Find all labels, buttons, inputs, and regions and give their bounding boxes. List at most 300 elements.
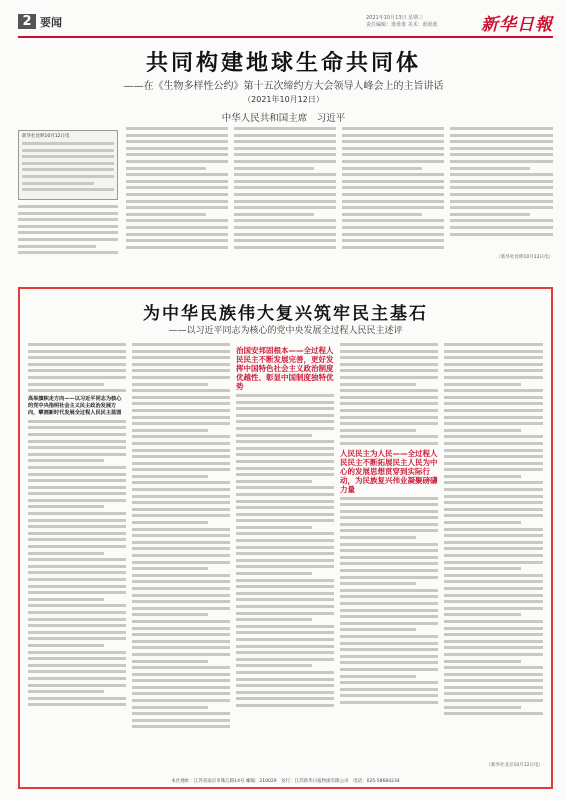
text-line: [340, 389, 438, 392]
text-line: [342, 233, 444, 236]
text-line: [236, 532, 334, 535]
text-line: [132, 646, 230, 649]
text-line: [132, 435, 230, 438]
text-column: [444, 343, 543, 768]
text-line: [18, 231, 118, 234]
text-line: [236, 420, 334, 423]
text-line: [444, 567, 521, 570]
text-line: [132, 462, 230, 465]
text-line: [234, 213, 314, 216]
text-line: [340, 655, 438, 658]
text-line: [234, 233, 336, 236]
text-line: [28, 552, 104, 555]
text-line: [444, 369, 543, 372]
text-line: [22, 182, 94, 185]
text-line: [126, 219, 228, 222]
text-line: [444, 673, 543, 676]
text-line: [132, 620, 230, 623]
text-line: [236, 605, 334, 608]
text-line: [236, 480, 312, 483]
text-line: [28, 499, 126, 502]
text-line: [234, 173, 336, 176]
text-line: [236, 631, 334, 634]
text-line: [236, 546, 334, 549]
featured-article-frame: [18, 287, 553, 789]
text-line: [342, 127, 444, 130]
text-line: [340, 615, 438, 618]
text-line: [126, 167, 206, 170]
lead-box: [18, 130, 118, 200]
text-line: [28, 578, 126, 581]
text-line: [236, 427, 334, 430]
text-line: [444, 653, 543, 656]
header-editors: 责任编辑：谁谁谁 美术：谁谁谁: [366, 22, 438, 28]
text-line: [444, 402, 543, 405]
text-line: [132, 528, 230, 531]
text-line: [450, 127, 553, 130]
text-line: [236, 671, 334, 674]
text-line: [340, 369, 438, 372]
text-line: [234, 134, 336, 137]
text-line: [132, 508, 230, 511]
text-line: [236, 592, 334, 595]
text-line: [236, 440, 334, 443]
text-line: [126, 147, 228, 150]
text-line: [342, 147, 444, 150]
text-line: [28, 670, 126, 673]
text-line: [342, 200, 444, 203]
text-line: [236, 506, 334, 509]
text-line: [18, 218, 118, 221]
text-line: [444, 620, 543, 623]
text-line: [132, 521, 208, 524]
text-line: [340, 442, 438, 445]
text-line: [132, 613, 208, 616]
text-line: [340, 435, 438, 438]
article-subtitle: ——在《生物多样性公约》第十五次缔约方大会领导人峰会上的主旨讲话: [123, 81, 444, 92]
text-line: [342, 134, 444, 137]
text-line: [28, 637, 126, 640]
text-line: [450, 180, 553, 183]
text-line: [450, 206, 553, 209]
text-line: [28, 657, 126, 660]
text-line: [236, 394, 334, 397]
text-line: [28, 369, 126, 372]
text-line: [342, 226, 444, 229]
text-line: [444, 343, 543, 346]
text-column: [18, 127, 120, 260]
text-line: [132, 468, 230, 471]
text-line: [444, 521, 521, 524]
text-line: [132, 567, 208, 570]
text-line: [236, 638, 334, 641]
article-title: 共同构建地球生命共同体: [145, 50, 421, 76]
text-line: [236, 658, 334, 661]
text-line: [132, 369, 230, 372]
text-line: [236, 460, 334, 463]
text-line: [22, 142, 114, 145]
text-line: [126, 140, 228, 143]
text-line: [236, 467, 334, 470]
text-line: [340, 422, 438, 425]
text-line: [444, 495, 543, 498]
text-line: [444, 541, 543, 544]
text-line: [28, 651, 126, 654]
text-line: [132, 660, 208, 663]
text-line: [132, 699, 230, 702]
text-line: [234, 127, 336, 130]
text-line: [28, 519, 126, 522]
text-line: [236, 486, 334, 489]
text-line: [132, 534, 230, 537]
text-line: [126, 180, 228, 183]
text-line: [132, 692, 230, 695]
text-line: [28, 376, 126, 379]
text-line: [28, 343, 126, 346]
text-line: [342, 160, 444, 163]
text-column: [340, 343, 438, 768]
text-line: [444, 462, 543, 465]
text-line: [22, 149, 114, 152]
page-number: 2: [18, 14, 36, 29]
text-line: [342, 219, 444, 222]
text-line: [340, 556, 438, 559]
text-line: [234, 239, 336, 242]
text-line: [28, 473, 126, 476]
text-line: [444, 481, 543, 484]
text-line: [132, 363, 230, 366]
text-line: [236, 651, 334, 654]
section-title: 要闻: [40, 16, 62, 29]
text-line: [340, 383, 416, 386]
text-line: [450, 213, 530, 216]
text-line: [444, 561, 543, 564]
text-line: [28, 453, 126, 456]
text-line: [340, 510, 438, 513]
text-line: [340, 576, 438, 579]
text-line: [132, 666, 230, 669]
text-line: [28, 585, 126, 588]
text-line: [236, 645, 334, 648]
text-line: [132, 640, 230, 643]
text-line: [444, 547, 543, 550]
text-line: [340, 648, 438, 651]
text-line: [444, 501, 543, 504]
text-line: [126, 246, 228, 249]
text-line: [28, 440, 126, 443]
text-line: [234, 186, 336, 189]
text-line: [28, 525, 126, 528]
text-line: [444, 706, 521, 709]
text-line: [340, 363, 438, 366]
text-line: [444, 409, 543, 412]
text-line: [236, 500, 334, 503]
text-line: [28, 505, 104, 508]
header-rule: [18, 36, 553, 38]
text-line: [28, 389, 126, 392]
text-line: [28, 446, 126, 449]
text-line: [340, 609, 438, 612]
text-line: [28, 618, 126, 621]
text-line: [340, 343, 438, 346]
text-line: [18, 251, 118, 254]
text-line: [340, 642, 438, 645]
text-line: [28, 611, 126, 614]
text-line: [340, 675, 416, 678]
text-line: [342, 193, 444, 196]
text-line: [444, 660, 521, 663]
text-line: [234, 180, 336, 183]
text-line: [126, 127, 228, 130]
text-line: [444, 389, 543, 392]
text-line: [18, 205, 118, 208]
text-line: [18, 245, 96, 248]
text-line: [132, 495, 230, 498]
text-line: [28, 363, 126, 366]
text-line: [444, 534, 543, 537]
text-line: [340, 356, 438, 359]
text-line: [28, 591, 126, 594]
text-line: [340, 628, 416, 631]
text-line: [132, 547, 230, 550]
text-line: [132, 719, 230, 722]
text-line: [444, 712, 543, 715]
text-line: [340, 602, 438, 605]
text-line: [236, 414, 334, 417]
subhead-red: 治国安邦固根本——全过程人民民主不断发展完善，更好发挥中国特色社会主义政治制度优越性、彰显中国制度独特优势: [236, 346, 334, 391]
newspaper-logo: 新华日報: [481, 15, 553, 35]
text-line: [126, 193, 228, 196]
text-line: [340, 516, 438, 519]
text-column: [234, 127, 336, 260]
text-line: [132, 449, 230, 452]
text-line: [444, 449, 543, 452]
text-line: [450, 153, 553, 156]
text-line: [28, 624, 126, 627]
text-line: [18, 212, 118, 215]
text-line: [444, 607, 543, 610]
text-line: [236, 697, 334, 700]
text-line: [28, 703, 126, 706]
text-line: [340, 569, 438, 572]
text-line: [28, 697, 126, 700]
text-line: [132, 554, 230, 557]
article-author: 中华人民共和国主席 习近平: [221, 113, 346, 124]
text-line: [236, 493, 334, 496]
text-line: [234, 206, 336, 209]
text-line: [444, 435, 543, 438]
text-line: [28, 558, 126, 561]
text-line: [236, 565, 334, 568]
article-footnote: （新华社昆明10月12日电）: [496, 255, 553, 260]
text-line: [126, 160, 228, 163]
text-line: [234, 246, 336, 249]
text-line: [236, 625, 334, 628]
text-line: [340, 429, 416, 432]
text-line: [28, 486, 126, 489]
text-line: [126, 213, 206, 216]
text-line: [234, 167, 314, 170]
text-line: [28, 492, 126, 495]
text-line: [342, 180, 444, 183]
text-line: [444, 646, 543, 649]
text-line: [126, 233, 228, 236]
text-line: [444, 554, 543, 557]
text-line: [22, 175, 114, 178]
text-line: [28, 512, 126, 515]
text-line: [132, 402, 230, 405]
header-info: [366, 15, 438, 29]
text-line: [236, 572, 312, 575]
text-line: [340, 497, 438, 500]
text-line: [132, 627, 230, 630]
text-line: [28, 631, 126, 634]
text-line: [450, 134, 553, 137]
text-line: [28, 677, 126, 680]
text-line: [444, 640, 543, 643]
text-line: [236, 526, 312, 529]
text-line: [340, 688, 438, 691]
text-line: [234, 153, 336, 156]
text-line: [132, 633, 230, 636]
text-line: [444, 356, 543, 359]
text-line: [132, 350, 230, 353]
text-line: [444, 376, 543, 379]
text-line: [340, 529, 438, 532]
text-line: [132, 429, 208, 432]
text-line: [236, 585, 334, 588]
text-line: [132, 442, 230, 445]
text-line: [444, 514, 543, 517]
text-line: [444, 468, 543, 471]
text-line: [236, 434, 312, 437]
text-line: [132, 600, 230, 603]
text-line: [444, 429, 521, 432]
text-line: [342, 186, 444, 189]
text-line: [444, 416, 543, 419]
text-line: [28, 350, 126, 353]
text-line: [234, 147, 336, 150]
lead-text: 新华社昆明10月12日电: [22, 134, 70, 139]
text-line: [340, 622, 438, 625]
text-line: [132, 343, 230, 346]
text-line: [340, 635, 438, 638]
text-line: [28, 690, 104, 693]
text-line: [132, 725, 230, 728]
text-line: [450, 167, 530, 170]
text-line: [132, 706, 208, 709]
text-line: [444, 363, 543, 366]
subhead: 高举旗帜走方向——以习近平同志为核心的党中央指明社会主义民主政治发展方向，擘画新时代发展全过程人民民主蓝图: [28, 395, 122, 416]
text-line: [132, 416, 230, 419]
text-line: [340, 562, 438, 565]
text-line: [28, 479, 126, 482]
text-line: [28, 664, 126, 667]
text-line: [340, 661, 438, 664]
text-line: [28, 433, 126, 436]
text-line: [28, 565, 126, 568]
text-line: [450, 186, 553, 189]
text-line: [236, 519, 334, 522]
text-line: [444, 488, 543, 491]
text-line: [444, 627, 543, 630]
text-line: [28, 538, 126, 541]
text-line: [444, 422, 543, 425]
text-line: [444, 442, 543, 445]
text-column: [450, 127, 553, 260]
text-line: [236, 473, 334, 476]
text-line: [132, 686, 230, 689]
featured-title: 为中华民族伟大复兴筑牢民主基石: [143, 304, 428, 324]
text-line: [234, 140, 336, 143]
text-column: [132, 343, 230, 768]
text-line: [342, 140, 444, 143]
text-line: [236, 453, 334, 456]
article-body-top: [18, 127, 553, 260]
text-line: [28, 684, 126, 687]
text-line: [340, 503, 438, 506]
text-line: [340, 523, 438, 526]
text-line: [132, 501, 230, 504]
text-line: [132, 475, 208, 478]
text-line: [444, 580, 543, 583]
text-line: [342, 246, 444, 249]
text-line: [340, 589, 438, 592]
text-line: [28, 426, 126, 429]
text-line: [236, 612, 334, 615]
text-line: [132, 561, 230, 564]
text-line: [444, 679, 543, 682]
featured-subtitle: ——以习近平同志为核心的党中央发展全过程人民民主述评: [168, 326, 403, 336]
text-line: [132, 488, 230, 491]
text-line: [132, 712, 230, 715]
text-line: [444, 692, 543, 695]
text-line: [132, 356, 230, 359]
text-line: [132, 679, 230, 682]
text-line: [444, 383, 521, 386]
text-line: [340, 549, 438, 552]
text-line: [450, 200, 553, 203]
text-line: [236, 691, 334, 694]
text-line: [340, 416, 438, 419]
text-line: [444, 686, 543, 689]
text-line: [444, 508, 543, 511]
text-line: [132, 653, 230, 656]
text-line: [236, 513, 334, 516]
text-line: [132, 455, 230, 458]
text-line: [340, 543, 438, 546]
text-line: [444, 666, 543, 669]
text-line: [340, 402, 438, 405]
text-line: [22, 155, 114, 158]
text-line: [234, 226, 336, 229]
text-line: [132, 409, 230, 412]
page-header: [18, 11, 553, 35]
text-line: [22, 168, 114, 171]
text-line: [342, 153, 444, 156]
text-line: [340, 376, 438, 379]
text-line: [444, 613, 521, 616]
text-line: [132, 580, 230, 583]
text-line: [342, 239, 444, 242]
text-line: [22, 162, 114, 165]
text-line: [340, 681, 438, 684]
text-line: [234, 160, 336, 163]
text-line: [132, 389, 230, 392]
text-line: [444, 528, 543, 531]
text-line: [18, 225, 118, 228]
text-line: [444, 574, 543, 577]
